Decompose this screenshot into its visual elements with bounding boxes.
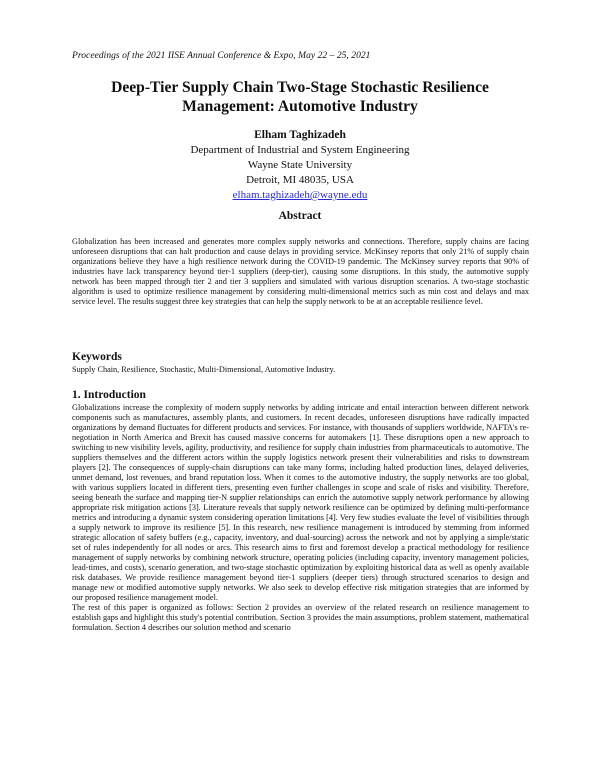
author-department: Department of Industrial and System Engineering xyxy=(190,144,410,156)
introduction-body xyxy=(72,403,529,633)
title-line-1: Deep-Tier Supply Chain Two-Stage Stochastic Resilience xyxy=(111,79,489,96)
introduction-paragraph-1: Globalizations increase the complexity of modern supply networks by adding intricate and entail interaction between different network components such as manufactures, assembly plants, and customers. In recent decades, unforeseen disruptions have radically impacted organizations by demand fluctuates for different products and services. For instance, with thousands of suppliers worldwide, NAFTA's re-negotiation in North America and Brexit has caused massive concerns for automakers [1]. These disruptions open a new approach to switching to new visibility levels, agility, productivity, and resilience for supply chain industries from pharmaceuticals to automotive. The suppliers themselves and the different actors within the supply logistics network present their vulnerabilities and risks to downstream players [2]. The consequences of supply-chain disruptions can take many forms, including halted production lines, delayed deliveries, unmet demand, lost revenues, and brand reputation loss. When it comes to the automotive industry, the supply networks are too global, with various suppliers located in different tiers, presenting even further challenges in scope and scale of risks and visibility. Therefore, seeing beneath the surface and mapping tier-N supplier relationships can enrich the automotive supply network performance by allowing appropriate risk mitigation actions [3]. Literature reveals that supply network resilience can be optimized by defining multi-performance metrics and introducing a dynamic system considering operation limitations [4]. Very few studies evaluate the level of visibilities through a supply network to improve its resilience [5]. In this research, new resilience management is introduced by stemming from informed strategic allocation of safety buffers (e.g., capacity, inventory, and dual-sourcing) across the network and not by applying a simple/static set of rules independently for all nodes or arcs. This research aims to first and foremost develop a practical methodology for resilience management of supply networks by combining network structure, operating policies (including capacity, inventory management policies, lead-times, and costs), scenario generation, and two-stage stochastic optimization by exploiting historical data as well as openly available risk databases. We provide resilience management beyond tier-1 suppliers (deeper tiers) through structured scenarios to design and manage new or modified automotive supply networks. We also seek to develop effective risk mitigation strategies that are informed by our proposed resilience management model. xyxy=(72,403,529,602)
author-block xyxy=(100,128,500,203)
keywords-text: Supply Chain, Resilience, Stochastic, Multi-Dimensional, Automotive Industry. xyxy=(72,365,336,374)
title-line-2: Management: Automotive Industry xyxy=(182,98,418,115)
author-location: Detroit, MI 48035, USA xyxy=(246,174,354,186)
author-name: Elham Taghizadeh xyxy=(254,129,346,141)
paper-title xyxy=(60,78,540,116)
introduction-heading: 1. Introduction xyxy=(72,389,146,401)
keywords-heading: Keywords xyxy=(72,351,122,363)
author-email-link[interactable]: elham.taghizadeh@wayne.edu xyxy=(232,189,368,201)
introduction-paragraph-2: The rest of this paper is organized as follows: Section 2 provides an overview of the related research on resilience management to establish gaps and highlight this study's potential contribution. Section 3 provides the main assumptions, problem statement, mathematical formulation. Section 4 describes our solution method and scenario xyxy=(72,603,529,632)
abstract-text: Globalization has been increased and generates more complex supply networks and connections. Therefore, supply chains are facing unforeseen disruptions that can halt production and cause delays in providing service. McKinsey reports that only 21% of supply chain organizations believe they have a high resilience network during the COVID-19 pandemic. The McKinsey survey reports that 90% of industries have lack transparency beyond tier-1 suppliers (deep-tier), causing some disruptions. In this study, the automotive supply network has been mapped through tier 2 and tier 3 suppliers and simulated with various disruption scenarios. A two-stage stochastic algorithm is used to optimize resilience management by considering multi-dimensional metrics such as min cost and delays and max service level. The results suggest three key strategies that can help the supply network to be at an acceptable resilience level. xyxy=(72,237,529,306)
author-university: Wayne State University xyxy=(247,159,353,171)
abstract-heading: Abstract xyxy=(278,210,322,222)
running-head: Proceedings of the 2021 IISE Annual Conference & Expo, May 22 – 25, 2021 xyxy=(72,51,371,61)
